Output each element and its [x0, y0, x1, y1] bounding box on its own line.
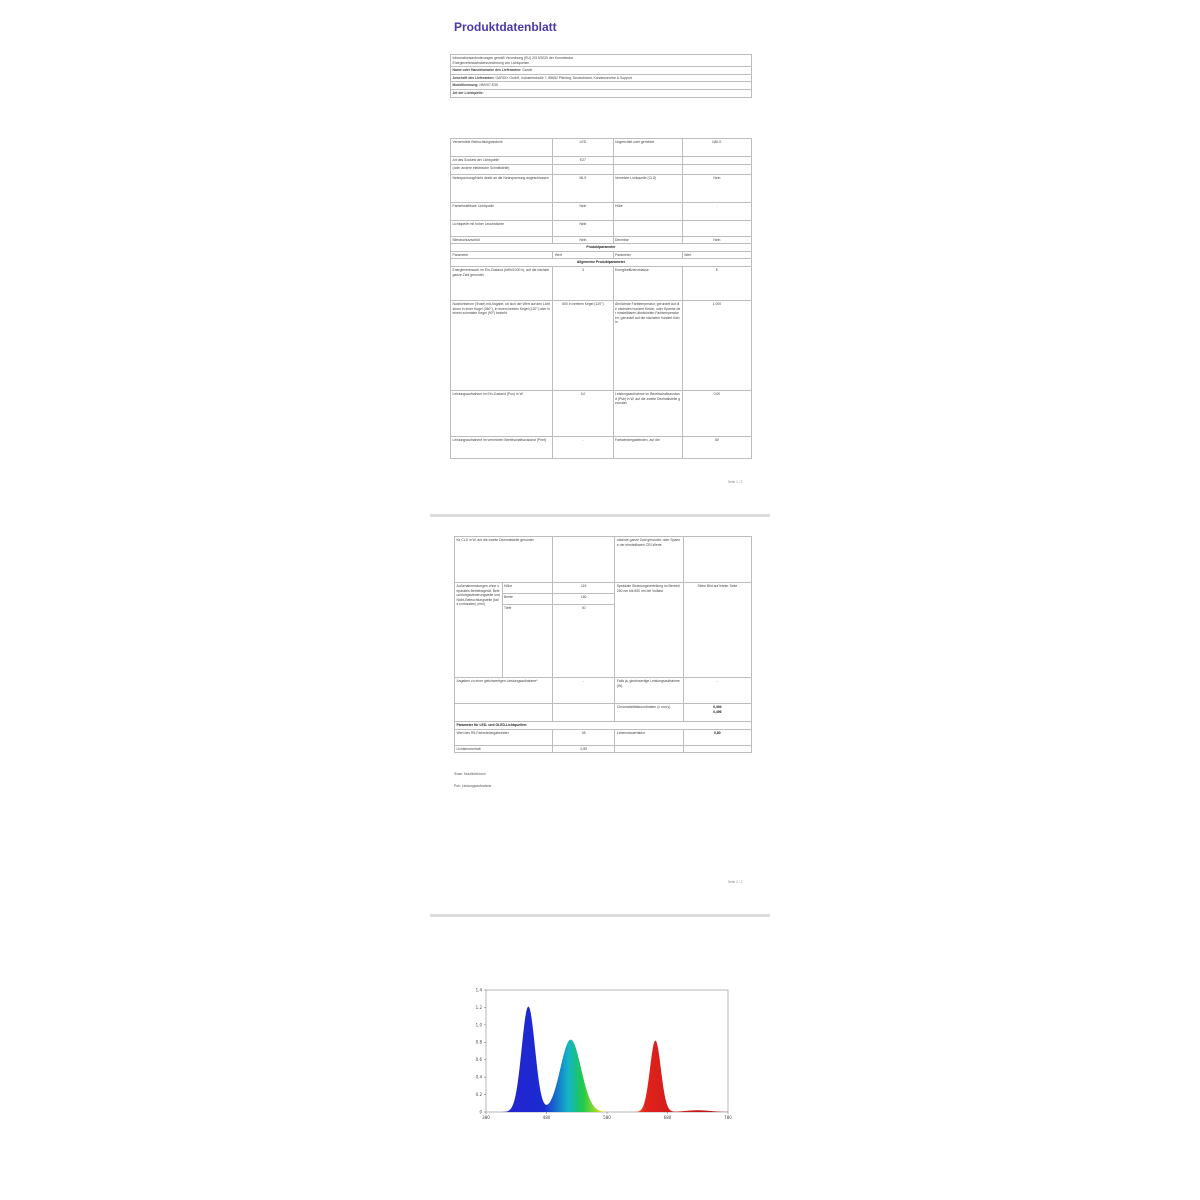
spectral-distribution-chart: [462, 978, 740, 1124]
dimensions-label: Außenabmessungen ohne separates Betriebsgerät, Beleuchtungssteuerungsteile und Nicht-Beleuchtungsteile (falls vorhanden) (mm): [455, 583, 503, 678]
document-page-1: [448, 14, 754, 488]
source-type-label: Art der Lichtquelle:: [452, 90, 484, 95]
dimension-value: 180: [553, 594, 615, 605]
table-cell: [553, 704, 615, 722]
table-cell: Nein: [553, 220, 613, 236]
x-tick-label: 480: [542, 1115, 551, 1120]
y-tick-label: 1.4: [475, 987, 482, 993]
table-cell: Art des Sockels der Lichtquelle: [451, 157, 553, 165]
table-cell: Leistungsaufnahme im Bereitschaftszustand (Psb) in W, auf die zweite Dezimalstelle gerundet: [613, 390, 682, 436]
source-type-row: [451, 89, 752, 97]
spectrum-series: [486, 1007, 728, 1112]
table-cell: E: [682, 266, 751, 300]
y-tick-label: 0: [479, 1109, 482, 1115]
equivalent-power-row: [455, 678, 752, 704]
y-tick-label: 1.0: [475, 1022, 482, 1028]
table-row: [451, 164, 752, 174]
table-cell: NDLS: [682, 139, 751, 157]
document-page-2: [448, 536, 754, 886]
table-cell: 1.000: [682, 300, 751, 390]
table-cell: [553, 164, 613, 174]
table-cell: Hülle: [613, 202, 682, 220]
table-cell: -: [683, 678, 751, 704]
table-cell: Netzspannung/Nicht direkt an die Netzspannung angeschlossen: [451, 174, 553, 202]
param-header-cell: Parameter: [451, 251, 553, 259]
table-cell: Wert des R9-Farbwiedergabeindex: [455, 729, 553, 745]
table-cell: Vernetzte Lichtquelle (CLS): [613, 174, 682, 202]
table-cell: Ähnlichste Farbtemperatur, gerundet auf die nächsten hundert Kelvin, oder Spanne der einstellbaren ähnlichsten Farbtemperaturen, gerundet auf die nächsten hundert Kelvin: [613, 300, 682, 390]
table-cell: (oder andere elektrische Schnittstelle): [451, 164, 553, 174]
y-tick-label: 1.2: [475, 1004, 482, 1010]
page-footer: Seite 2 / 2: [728, 880, 743, 884]
param-header-row: [451, 251, 752, 259]
table-cell: Chromatizitätskoordinaten (x und y): [615, 704, 683, 722]
table-cell: -: [553, 436, 613, 458]
dimension-name: Tiefe: [502, 605, 552, 678]
table-cell: -: [553, 678, 615, 704]
table-cell: 0,00: [682, 390, 751, 436]
page-footer: Seite 1 / 2: [728, 480, 743, 484]
table-cell: 45: [553, 729, 615, 745]
table-cell: [682, 157, 751, 165]
table-cell: [455, 704, 553, 722]
page-separator: [430, 514, 770, 517]
table-cell: Energieeffizienzklasse: [613, 266, 682, 300]
table-cell: Nein: [553, 236, 613, 244]
table-cell: Nutzlichtstrom (Φuse) mit Angabe, ob sich der Wert auf den Lichtstrom in einer Kugel (360°), in einem breiten Kegel (120°) oder in einem schmalen Kegel (90°) bezieht: [451, 300, 553, 390]
table-cell: 0,80: [683, 729, 751, 745]
table-cell: Nein: [682, 236, 751, 244]
table-row: [451, 157, 752, 165]
table-cell: [553, 537, 615, 583]
header-info-table: [450, 54, 752, 98]
y-tick-label: 0.4: [475, 1074, 482, 1080]
table-row: [451, 236, 752, 244]
x-tick-label: 680: [663, 1115, 672, 1120]
table-cell: Verwendete Beleuchtungstechnik: [451, 139, 553, 157]
footnote: Φuse: Nutzlichtstrom: [454, 772, 486, 776]
table-cell: 3,0: [553, 390, 613, 436]
table-cell: E27: [553, 157, 613, 165]
table-cell: MLS: [553, 174, 613, 202]
table-cell: Lichtquelle mit hoher Leuchtdichte: [451, 220, 553, 236]
led-row: [455, 729, 752, 745]
supplier-address-row: [451, 74, 752, 82]
table-cell: Lichtstromerhalt: [455, 745, 553, 753]
x-tick-label: 380: [482, 1115, 490, 1120]
table-row: [451, 390, 752, 436]
table-cell: 0,85: [553, 745, 615, 753]
dimension-value: 30: [553, 605, 615, 678]
param-header-cell: Wert: [553, 251, 613, 259]
section-led-parameters: Parameter für LED- und OLED-Lichtquellen:: [455, 722, 752, 730]
y-tick-label: 0.2: [475, 1091, 482, 1097]
table-row: [451, 300, 752, 390]
dimension-name: Höhe: [502, 583, 552, 594]
table-row: [451, 202, 752, 220]
table-cell: Energieverbrauch im Ein-Zustand (kWh/1000 h), auf die nächste ganze Zahl gerundet: [451, 266, 553, 300]
table-cell: Lebensdauerfaktor: [615, 729, 683, 745]
section-product-parameters: Produktparameter: [451, 244, 752, 252]
table-cell: Nein: [553, 202, 613, 220]
product-parameters-table: [450, 138, 752, 459]
table-cell: 80: [682, 436, 751, 458]
table-cell: [613, 157, 682, 165]
param-header-cell: Parameter: [613, 251, 682, 259]
table-cell: Farbeinstellbare Lichtquelle: [451, 202, 553, 220]
document-title: Produktdatenblatt: [454, 20, 557, 34]
technology-rows: [451, 139, 752, 244]
dimension-name: Breite: [502, 594, 552, 605]
spectral-distribution-label: Spektrale Strahlungsverteilung im Bereich 250 nm bis 800 nm bei Volllast: [615, 583, 683, 678]
supplier-address-value: GARDIX GmbH, Industriestraße 7, 85652 Pliening, Deutschland, Kundenservice & Support: [495, 75, 632, 80]
table-cell: Nein: [682, 174, 751, 202]
model-label: Modellkennung:: [452, 83, 479, 88]
model-value: HMV07-E35: [479, 83, 498, 88]
table-row: [451, 174, 752, 202]
table-cell: [683, 745, 751, 753]
general-parameter-rows: [451, 266, 752, 458]
table-cell: [682, 164, 751, 174]
table-cell: 3: [553, 266, 613, 300]
table-row: [451, 139, 752, 157]
table-row: [451, 436, 752, 458]
x-tick-label: 780: [724, 1115, 732, 1120]
page2-table: [454, 536, 752, 753]
section-general-parameters: Allgemeine Produktparameter: [451, 259, 752, 267]
table-cell: 0,494 0,496: [683, 704, 751, 722]
intro-line-1: Informationsanforderungen gemäß Verordnung (EU) 2019/2020 der Kommission: [452, 56, 574, 60]
table-row: [451, 220, 752, 236]
table-row: [451, 266, 752, 300]
dimension-value: 115: [553, 583, 615, 594]
led-row: [455, 745, 752, 753]
table-cell: [682, 220, 751, 236]
table-cell: Ungerichtet oder gerichtet: [613, 139, 682, 157]
table-cell: [613, 164, 682, 174]
param-header-cell: Wert: [682, 251, 751, 259]
table-cell: LED: [553, 139, 613, 157]
footnote: Psb: Leistungsaufnahme: [454, 784, 492, 788]
table-cell: Farbwiedergabeindex, auf die: [613, 436, 682, 458]
table-cell: für CLS in W, auf die zweite Dezimalstelle gerundet: [455, 537, 553, 583]
supplier-name-value: Gardix: [522, 68, 533, 73]
table-cell: -: [682, 202, 751, 220]
intro-line: [451, 55, 752, 67]
table-cell: Falls ja, gleichwertige Leistungsaufnahme (W): [615, 678, 683, 704]
table-cell: Leistungsaufnahme im Ein-Zustand (Pon) in W: [451, 390, 553, 436]
intro-line-2: Energieverbrauchskennzeichnung von Lichtquellen: [452, 60, 530, 65]
table-cell: Dimmbar: [613, 236, 682, 244]
x-tick-label: 580: [603, 1115, 611, 1120]
table-cell: [683, 537, 751, 583]
table-cell: Angaben zu einer gleichwertigen Leistungsaufnahme*: [455, 678, 553, 704]
table-cell: nächste ganze Zahl gerundet, oder Spanne der einstellbaren CRI-Werte: [615, 537, 683, 583]
table-cell: Blendschutzschild: [451, 236, 553, 244]
table-cell: 600 in breitem Kegel (120°): [553, 300, 613, 390]
y-tick-label: 0.8: [475, 1039, 482, 1045]
model-row: [451, 82, 752, 90]
table-cell: [613, 220, 682, 236]
table-row: [455, 537, 752, 583]
dimensions-row: [455, 583, 752, 594]
supplier-name-label: Name oder Handelsmarke des Lieferanten:: [452, 68, 522, 73]
plot-area: [476, 987, 733, 1120]
supplier-name-row: [451, 67, 752, 75]
table-cell: [615, 745, 683, 753]
supplier-address-label: Anschrift des Lieferanten:: [452, 75, 495, 80]
spectral-distribution-value: Siehe Bild auf letzter Seite: [683, 583, 751, 678]
chromaticity-row: [455, 704, 752, 722]
y-tick-label: 0.6: [475, 1057, 482, 1063]
page-separator: [430, 914, 770, 917]
table-cell: Leistungsaufnahme im vernetzten Bereitschaftszustand (Pnet): [451, 436, 553, 458]
